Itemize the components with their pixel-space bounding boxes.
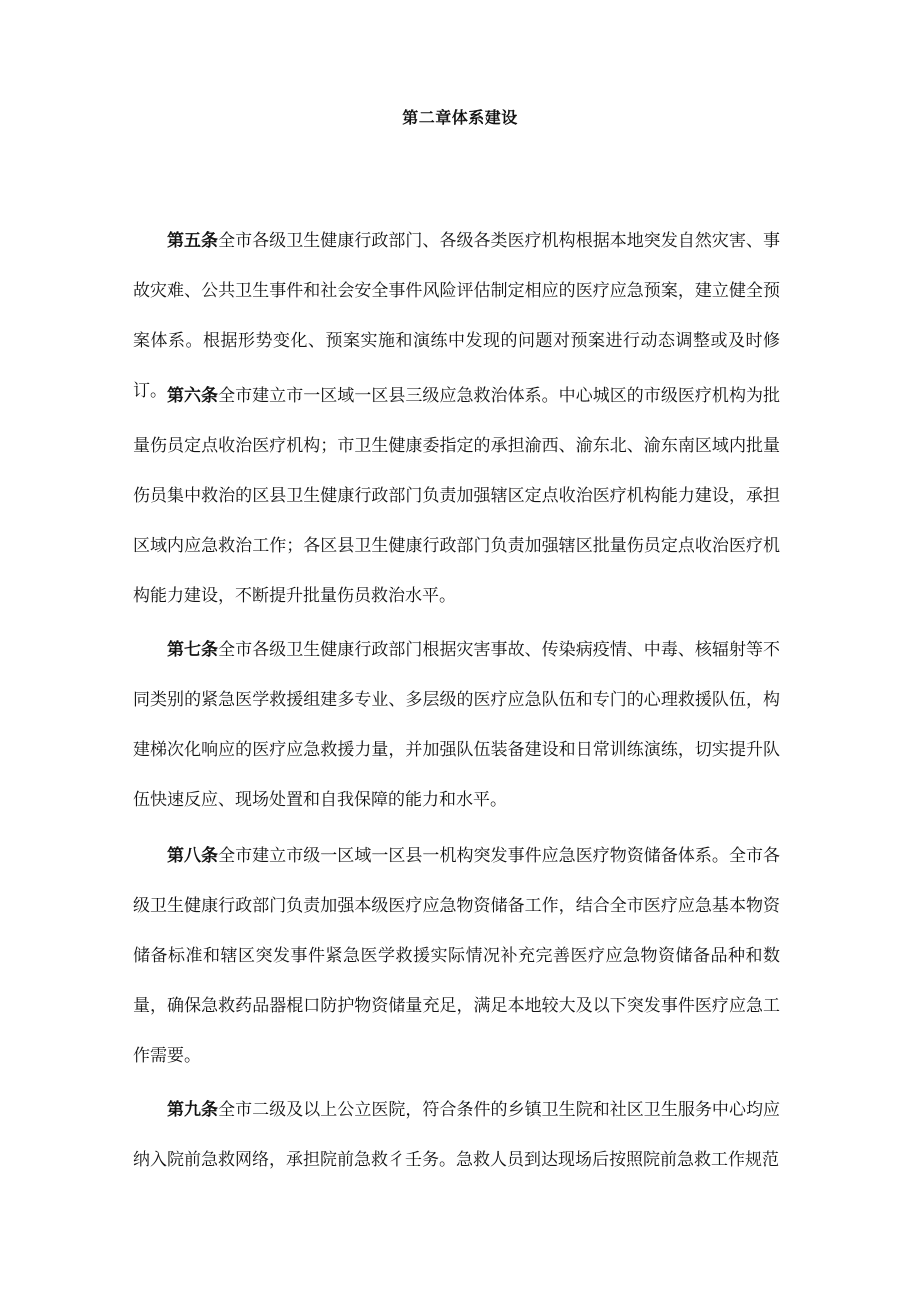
article-text: 全市建立市一区域一区县三级应急救治体系。中心城区的市级医疗机构为批量伤员定点收治医疗机构；市卫生健康委指定的承担渝西、渝东北、渝东南区域内批量伤员集中救治的区县卫生健康行政部门负责加强辖区定点收治医疗机构能力建设，承担区域内应急救治工作；各区县卫生健康行政部门负责加强辖区批量伤员定点收治医疗机构能力建设，不断提升批量伤员救治水平。 — [133, 386, 781, 606]
article-text: 全市各级卫生健康行政部门、各级各类医疗机构根据本地突发自然灾害、事故灾难、公共卫生事件和社会安全事件风险评估制定相应的医疗应急预案，建立健全预案体系。根据形势变化、预案实施和演练中发现的问题对预案进行动态调整或及时修订。 — [133, 231, 781, 401]
article-paragraph — [133, 625, 780, 825]
article-text: 全市各级卫生健康行政部门根据灾害事故、传染病疫情、中毒、核辐射等不同类别的紧急医学救援组建多专业、多层级的医疗应急队伍和专门的心理救援队伍，构建梯次化响应的医疗应急救援力量，并加强队伍装备建设和日常训练演练，切实提升队伍快速反应、现场处置和自我保障的能力和水平。 — [133, 640, 781, 810]
article-label: 第九条 — [167, 1100, 219, 1120]
article-text: 全市建立市级一区域一区县一机构突发事件应急医疗物资储备体系。全市各级卫生健康行政部门负责加强本级医疗应急物资储备工作，结合全市医疗应急基本物资储备标准和辖区突发事件紧急医学救援实际情况补充完善医疗应急物资储备品种和数量，确保急救药品器棍口防护物资储量充足，满足本地较大及以下突发事件医疗应急工作需要。 — [133, 846, 781, 1066]
article-label: 第七条 — [167, 640, 219, 660]
article-paragraph — [133, 831, 780, 1081]
article-label: 第八条 — [167, 846, 219, 866]
article-label: 第六条 — [167, 386, 219, 406]
chapter-title: 第二章体系建设 — [402, 108, 518, 127]
article-paragraph — [133, 371, 780, 621]
article-paragraph — [133, 1085, 780, 1185]
article-label: 第五条 — [167, 231, 219, 251]
article-text: 全市二级及以上公立医院，符合条件的乡镇卫生院和社区卫生服务中心均应纳入院前急救网络，承担院前急救彳壬务。急救人员到达现场后按照院前急救工作规范 — [133, 1100, 781, 1170]
